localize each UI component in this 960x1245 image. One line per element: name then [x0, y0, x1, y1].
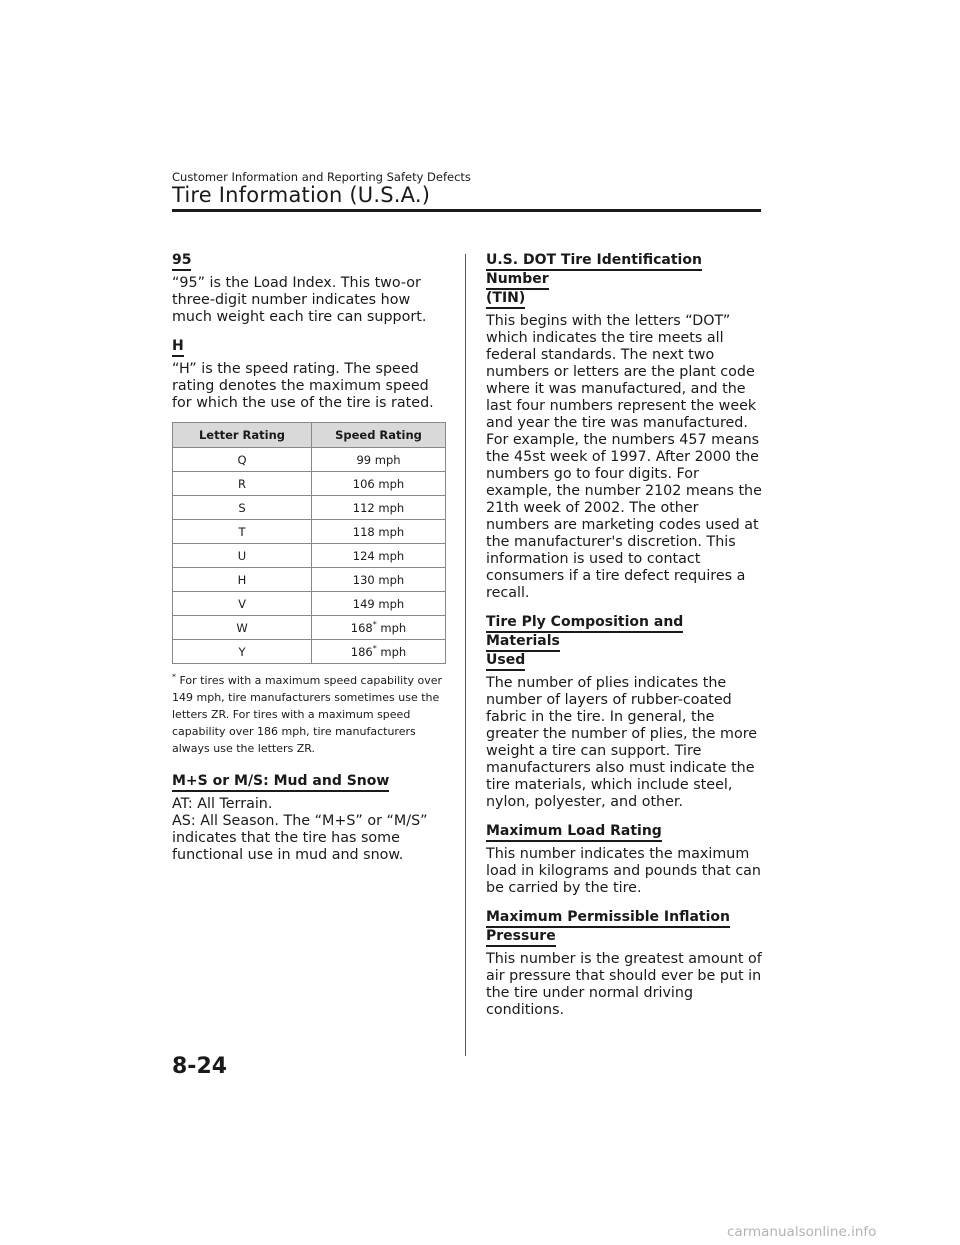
letter-cell: U: [173, 544, 312, 568]
tin-heading-line2: (TIN): [486, 290, 525, 309]
right-column: [486, 250, 762, 1029]
column-divider: [465, 254, 466, 1056]
letter-cell: H: [173, 568, 312, 592]
table-header-letter: Letter Rating: [173, 423, 312, 448]
letter-cell: R: [173, 472, 312, 496]
load-index-heading: 95: [172, 252, 191, 271]
watermark: carmanualsonline.info: [727, 1224, 877, 1240]
pressure-heading-line1: Maximum Permissible Inflation: [486, 909, 730, 928]
speed-cell: [312, 616, 446, 640]
header-divider: [172, 209, 761, 212]
table-row: [173, 544, 446, 568]
speed-unit: mph: [380, 620, 407, 635]
table-row: [173, 496, 446, 520]
letter-cell: T: [173, 520, 312, 544]
page-number: 8-24: [172, 1054, 228, 1079]
table-row: [173, 616, 446, 640]
all-season-line: AS: All Season. The “M+S” or “M/S” indicates that the tire has some functional use in mud and snow.: [172, 813, 428, 863]
speed-rating-table: [172, 422, 446, 664]
letter-cell: V: [173, 592, 312, 616]
page-title: Tire Information (U.S.A.): [172, 183, 431, 207]
letter-cell: S: [173, 496, 312, 520]
ply-heading-line2: Used: [486, 652, 525, 671]
load-index-text: “95” is the Load Index. This two-or three-digit number indicates how much weight each tire can support.: [172, 275, 427, 325]
letter-cell: Q: [173, 448, 312, 472]
speed-footnote: [172, 672, 446, 757]
speed-cell: 149 mph: [312, 592, 446, 616]
header-section-label: Customer Information and Reporting Safety Defects: [172, 170, 471, 184]
speed-cell: 112 mph: [312, 496, 446, 520]
speed-cell: 130 mph: [312, 568, 446, 592]
table-row: [173, 592, 446, 616]
mud-snow-text: [172, 796, 446, 864]
footnote-marker: *: [172, 672, 176, 682]
max-load-heading: Maximum Load Rating: [486, 823, 662, 842]
table-row: [173, 568, 446, 592]
speed-rating-heading: H: [172, 338, 184, 357]
pressure-heading-line2: Pressure: [486, 928, 556, 947]
speed-cell: 124 mph: [312, 544, 446, 568]
ply-heading-line1: Tire Ply Composition and Materials: [486, 614, 683, 652]
footnote-marker: *: [372, 643, 377, 653]
speed-cell: [312, 640, 446, 664]
speed-rating-text: “H” is the speed rating. The speed rating denotes the maximum speed for which the use of the tire is rated.: [172, 361, 434, 411]
table-row: [173, 520, 446, 544]
all-terrain-line: AT: All Terrain.: [172, 796, 273, 812]
letter-cell: Y: [173, 640, 312, 664]
mud-snow-heading: M+S or M/S: Mud and Snow: [172, 773, 389, 792]
speed-cell: 99 mph: [312, 448, 446, 472]
letter-cell: W: [173, 616, 312, 640]
tin-heading-line1: U.S. DOT Tire Identification Number: [486, 252, 702, 290]
table-row: [173, 448, 446, 472]
table-row: [173, 472, 446, 496]
max-load-text: This number indicates the maximum load in kilograms and pounds that can be carried by the tire.: [486, 846, 761, 896]
speed-unit: mph: [380, 644, 407, 659]
table-row: [173, 640, 446, 664]
speed-value: 186: [350, 644, 373, 659]
footnote-text: For tires with a maximum speed capability over 149 mph, tire manufacturers sometimes use the letters ZR. For tires with a maximum speed capability over 186 mph, tire manufacturers always use the letters ZR.: [172, 674, 443, 755]
pressure-text: This number is the greatest amount of air pressure that should ever be put in the tire under normal driving conditions.: [486, 951, 762, 1018]
tin-text: This begins with the letters “DOT” which indicates the tire meets all federal standards. The next two numbers or letters are the plant code where it was manufactured, and the last four numbers represent the week and year the tire was manufactured. For example, the numbers 457 means the 45st week of 1997. After 2000 the numbers go to four digits. For example, the number 2102 means the 21th week of 2002. The other numbers are marketing codes used at the manufacturer's discretion. This information is used to contact consumers if a tire defect requires a recall.: [486, 313, 762, 601]
speed-cell: 106 mph: [312, 472, 446, 496]
speed-cell: 118 mph: [312, 520, 446, 544]
footnote-marker: *: [372, 619, 377, 629]
table-header-speed: Speed Rating: [312, 423, 446, 448]
left-column: [172, 250, 446, 874]
ply-text: The number of plies indicates the number of layers of rubber-coated fabric in the tire. In general, the greater the number of plies, the more weight a tire can support. Tire manufacturers also must indicate the tire materials, which include steel, nylon, polyester, and other.: [486, 675, 758, 810]
speed-value: 168: [350, 620, 373, 635]
